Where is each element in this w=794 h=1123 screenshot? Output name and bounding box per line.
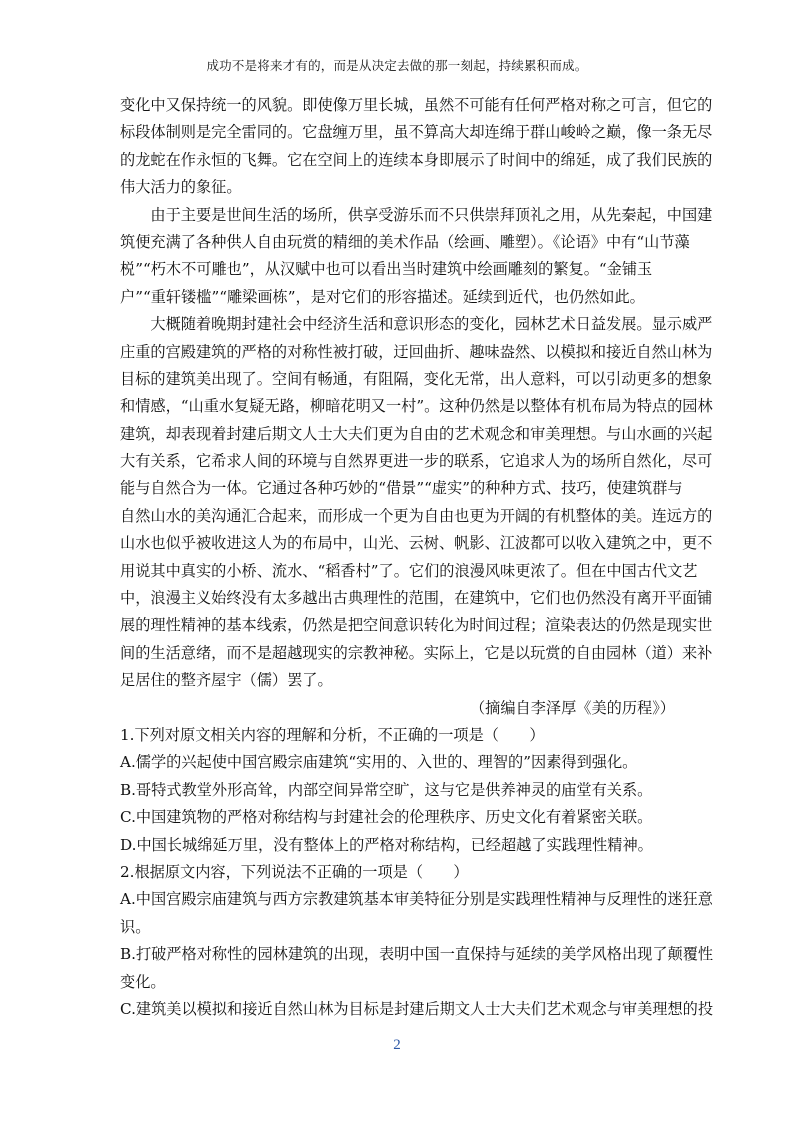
text-line: 庄重的宫殿建筑的严格的对称性被打破，迂回曲折、趣味盎然、以模拟和接近自然山林为: [120, 342, 713, 361]
text-line: 自然山水的美沟通汇合起来，而形成一个更为自由也更为开阔的有机整体的美。连远方的: [120, 506, 713, 525]
text-line: 足居住的整齐屋宇（儒）罢了。: [120, 671, 333, 690]
question-1-option-b: B.哥特式教堂外形高耸，内部空间异常空旷，这与它是供养神灵的庙堂有关系。: [120, 780, 653, 799]
text-line: 山水也似乎被收进这人为的布局中，山光、云树、帆影、江波都可以收入建筑之中，更不: [120, 534, 713, 553]
text-line: 能与自然合为一体。它通过各种巧妙的“借景”“虚实”的种种方式、技巧，使建筑群与: [120, 479, 683, 498]
text-line: 建筑，却表现着封建后期文人士大夫们更为自由的艺术观念和审美理想。与山水画的兴起: [120, 424, 713, 443]
page-number: 2: [393, 1037, 401, 1053]
text-line: 变化中又保持统一的风貌。即使像万里长城，虽然不可能有任何严格对称之可言，但它的: [120, 96, 713, 114]
question-2-option-a-cont: 识。: [120, 917, 151, 936]
question-1-option-a: A.儒学的兴起使中国宫殿宗庙建筑“实用的、入世的、理智的”因素得到强化。: [120, 753, 638, 772]
text-line: 户”“重轩镂槛”“雕梁画栋”，是对它们的形容描述。延续到近代，也仍然如此。: [120, 287, 645, 306]
text-line: 由于主要是世间生活的场所，供享受游乐而不只供崇拜顶礼之用，从先秦起，中国建: [120, 205, 713, 224]
document-body: [120, 92, 714, 1023]
text-line: 展的理性精神的基本线索，仍然是把空间意识转化为时间过程；渲染表达的仍然是现实世: [120, 616, 713, 635]
page-header-motto: 成功不是将来才有的，而是从决定去做的那一刻起，持续累积而成。: [206, 58, 588, 73]
question-2-option-b: B.打破严格对称性的园林建筑的出现，表明中国一直保持与延续的美学风格出现了颠覆性: [120, 945, 714, 964]
text-line: 中，浪漫主义始终没有太多越出古典理性的范围，在建筑中，它们也仍然没有离开平面铺: [120, 589, 713, 608]
text-line: 用说其中真实的小桥、流水、“稻香村”了。它们的浪漫风味更浓了。但在中国古代文艺: [120, 561, 698, 580]
text-line: 棁”“朽木不可雕也”，从汉赋中也可以看出当时建筑中绘画雕刻的繁复。“金铺玉: [120, 260, 653, 279]
text-line: 间的生活意绪，而不是超越现实的宗教神秘。实际上，它是以玩赏的自由园林（道）来补: [120, 643, 713, 662]
question-2-option-c: C.建筑美以模拟和接近自然山林为目标是封建后期文人士大夫们艺术观念与审美理想的投: [120, 999, 714, 1018]
question-1-option-c: C.中国建筑物的严格对称结构与封建社会的伦理秩序、历史文化有着紧密关联。: [120, 808, 653, 827]
question-2-stem: 2.根据原文内容，下列说法不正确的一项是（ ）: [120, 862, 469, 881]
text-line: 标段体制则是完全雷同的。它盘缠万里，虽不算高大却连绵于群山峻岭之巅，像一条无尽: [120, 123, 713, 142]
text-line: 的龙蛇在作永恒的飞舞。它在空间上的连续本身即展示了时间中的绵延，成了我们民族的: [120, 150, 713, 169]
text-line: 目标的建筑美出现了。空间有畅通，有阻隔，变化无常，出人意料，可以引动更多的想象: [120, 369, 713, 388]
question-2-option-b-cont: 变化。: [120, 972, 166, 991]
question-1-stem: 1.下列对原文相关内容的理解和分析，不正确的一项是（ ）: [120, 725, 545, 744]
text-line: 伟大活力的象征。: [120, 178, 242, 197]
text-line: 和情感，“山重水复疑无路，柳暗花明又一村”。这种仍然是以整体有机布局为特点的园林: [120, 397, 713, 416]
source-citation: （摘编自李泽厚《美的历程》）: [469, 698, 675, 717]
question-1-option-d: D.中国长城绵延万里，没有整体上的严格对称结构，已经超越了实践理性精神。: [120, 835, 653, 854]
text-line: 大有关系，它希求人间的环境与自然界更进一步的联系，它追求人为的场所自然化，尽可: [120, 452, 713, 471]
question-2-option-a: A.中国宫殿宗庙建筑与西方宗教建筑基本审美特征分别是实践理性精神与反理性的迷狂意: [120, 890, 713, 909]
text-line: 大概随着晚期封建社会中经济生活和意识形态的变化，园林艺术日益发展。显示威严: [120, 315, 713, 334]
text-line: 筑便充满了各种供人自由玩赏的精细的美术作品（绘画、雕塑）。《论语》中有“山节藻: [120, 232, 690, 251]
